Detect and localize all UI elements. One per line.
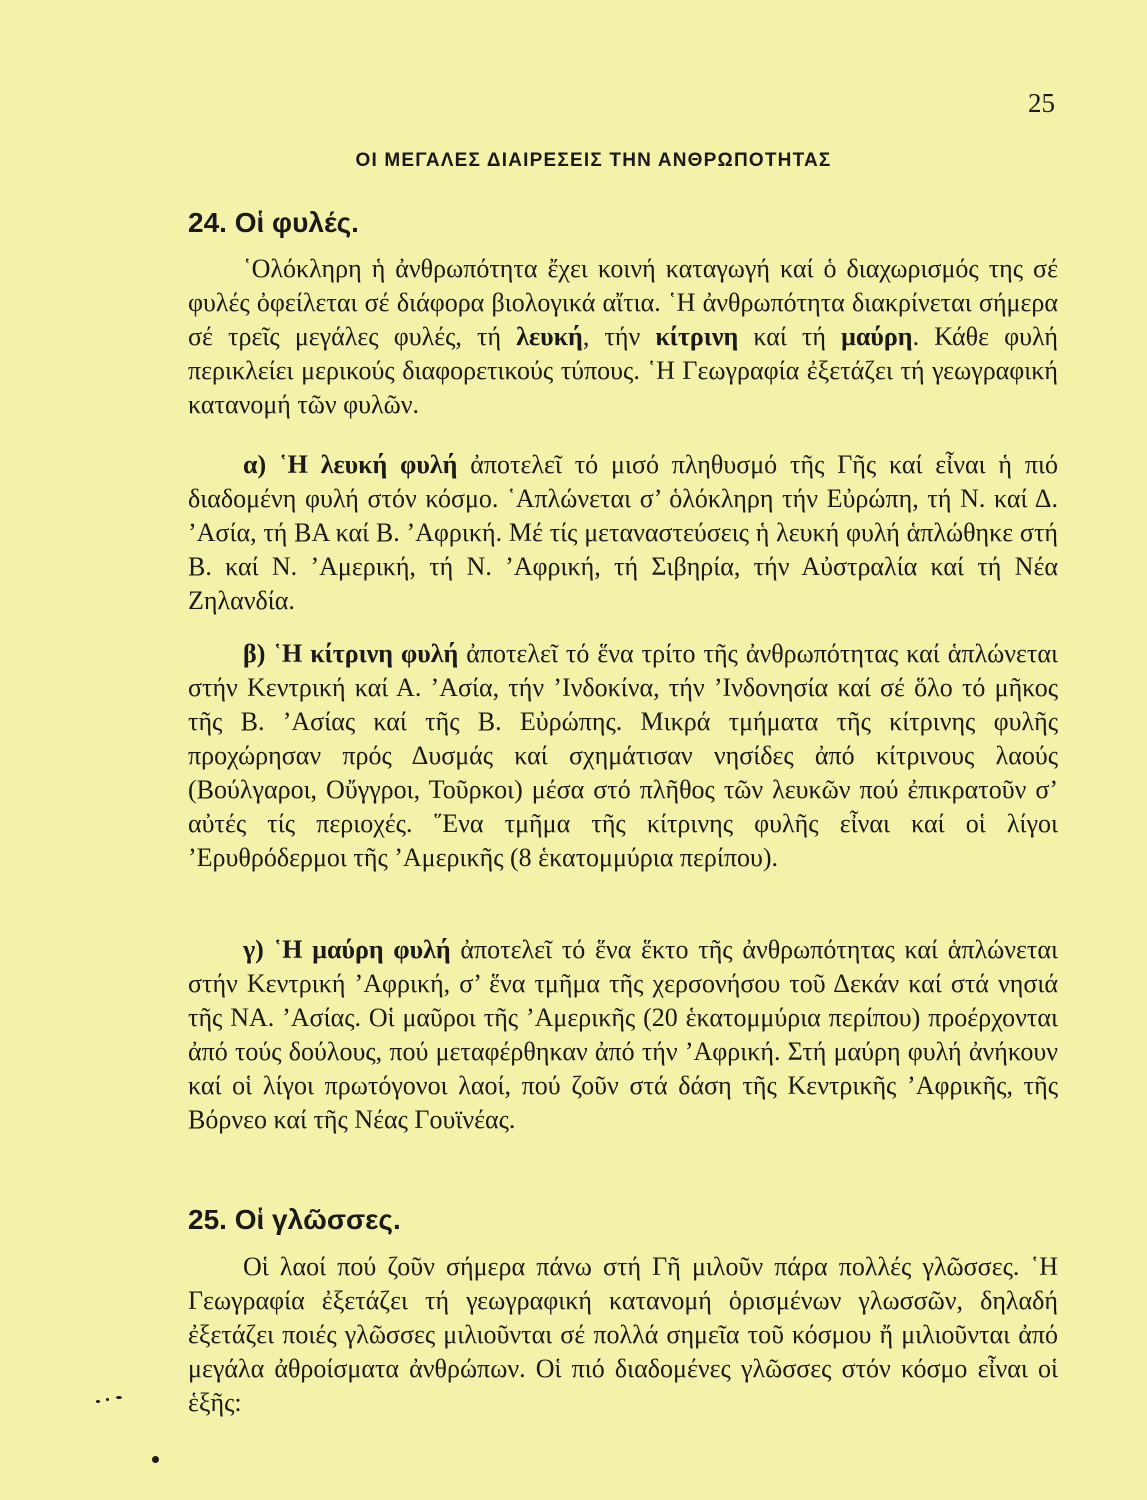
paragraph-black-race	[188, 933, 1058, 1137]
paragraph-languages: Οἱ λαοί πού ζοῦν σήμερα πάνω στή Γῆ μιλοῦν πάρα πολλές γλῶσσες. ῾Η Γεωγραφία ἐξετάζει τή γεωγραφική κατανομή ὁρισμένων γλωσσῶν, δηλαδή ἐξετάζει ποιές γλῶσσες μιλιοῦνται σέ πολλά σημεῖα τοῦ κόσμου ἤ μιλιοῦνται ἀπό μεγάλα ἀθροίσματα ἀνθρώπων. Οἱ πιό διαδομένες γλῶσσες στόν κόσμο εἶναι οἱ ἑξῆς:	[188, 1252, 1058, 1417]
subheading-yellow-race: β) ῾Η κίτρινη φυλή	[243, 639, 459, 668]
text-span: ἀποτελεῖ τό ἕνα τρίτο τῆς ἀνθρωπότητας καί ἁπλώνεται στήν Κεντρική καί Α. ’Ασία, τήν ’Ινδοκίνα, τήν ’Ινδονησία καί σέ ὅλο τό μῆκος τῆς Β. ’Ασίας καί τῆς Β. Εὐρώπης. Μικρά τμήματα τῆς κίτρινης φυλῆς προχώρησαν πρός Δυσμάς καί σχημάτισαν νησίδες ἀπό κίτρινους λαούς (Βούλγαροι, Οὔγγροι, Τοῦρκοι) μέσα στό πλῆθος τῶν λευκῶν πού ἐπικρατοῦν σ’ αὐτές τίς περιοχές. ῞Ενα τμῆμα τῆς κίτρινης φυλῆς εἶναι καί οἱ λίγοι ’Ερυθρόδερμοι τῆς ’Αμερικῆς (8 ἑκατομμύρια περίπου).	[188, 639, 1058, 872]
text-span: ἀποτελεῖ τό ἕνα ἕκτο τῆς ἀνθρωπότητας καί ἁπλώνεται στήν Κεντρική ’Αφρική, σ’ ἕνα τμῆμα τῆς χερσονήσου τοῦ Δεκάν καί στά νησιά τῆς ΝΑ. ’Ασίας. Οἱ μαῦροι τῆς ’Αμερικῆς (20 ἑκατομμύρια περίπου) προέρχονται ἀπό τούς δούλους, πού μεταφέρθηκαν ἀπό τήν ’Αφρική. Στή μαύρη φυλή ἀνήκουν καί οἱ λίγοι πρωτόγονοι λαοί, πού ζοῦν στά δάση τῆς Κεντρικῆς ’Αφρικῆς, τῆς Βόρνεο καί τῆς Νέας Γουϊνέας.	[188, 935, 1058, 1134]
section-heading-races: 24. Οἱ φυλές.	[188, 207, 359, 238]
paragraph-yellow-race	[188, 637, 1058, 875]
paragraph-white-race	[188, 448, 1058, 618]
subheading-black-race: γ) ῾Η μαύρη φυλή	[243, 935, 451, 964]
text-span: , τήν	[582, 322, 656, 351]
bold-term-black: μαύρη	[841, 322, 913, 351]
text-span: ἀποτελεῖ τό μισό πληθυσμό τῆς Γῆς καί εἶναι ἡ πιό διαδομένη φυλή στόν κόσμο. ῾Απλώνεται σ’ ὁλόκληρη τήν Εὐρώπη, τή Ν. καί Δ. ’Ασία, τή ΒΑ καί Β. ’Αφρική. Μέ τίς μεταναστεύσεις ἡ λευκή φυλή ἁπλώθηκε στή Β. καί Ν. ’Αμερική, τή Ν. ’Αφρική, τή Σιβηρία, τήν Αὐστραλία καί τή Νέα Ζηλανδία.	[188, 450, 1058, 615]
text-span: ῾Ολόκληρη ἡ ἀνθρωπότητα ἔχει κοινή καταγωγή καί ὁ διαχωρισμός της σέ φυλές ὀφείλεται σέ διάφορα βιολογικά αἴτια. ῾Η ἀνθρωπότητα διακρίνεται σήμερα σέ τρεῖς μεγάλες φυλές, τή	[188, 254, 1058, 351]
page-number: 25	[1028, 88, 1055, 118]
subheading-white-race: α) ῾Η λευκή φυλή	[243, 450, 458, 479]
text-span: . Κάθε φυλή περικλείει μερικούς διαφορετικούς τύπους. ῾Η Γεωγραφία ἐξετάζει τή γεωγραφική κατανομή τῶν φυλῶν.	[188, 322, 1058, 419]
ink-speck	[106, 1398, 109, 1401]
bold-term-white: λευκή	[516, 322, 583, 351]
paragraph-races-intro	[188, 252, 1058, 422]
bold-term-yellow: κίτρινη	[655, 322, 739, 351]
section-heading-languages: 25. Οἱ γλῶσσες.	[188, 1204, 401, 1235]
ink-speck	[116, 1396, 122, 1399]
ink-speck	[96, 1400, 100, 1403]
text-span: καί τή	[738, 322, 842, 351]
ink-speck	[152, 1456, 159, 1463]
running-title: ΟΙ ΜΕΓΑΛΕΣ ΔΙΑΙΡΕΣΕΙΣ ΤΗΝ ΑΝΘΡΩΠΟΤΗΤΑΣ	[355, 150, 832, 171]
